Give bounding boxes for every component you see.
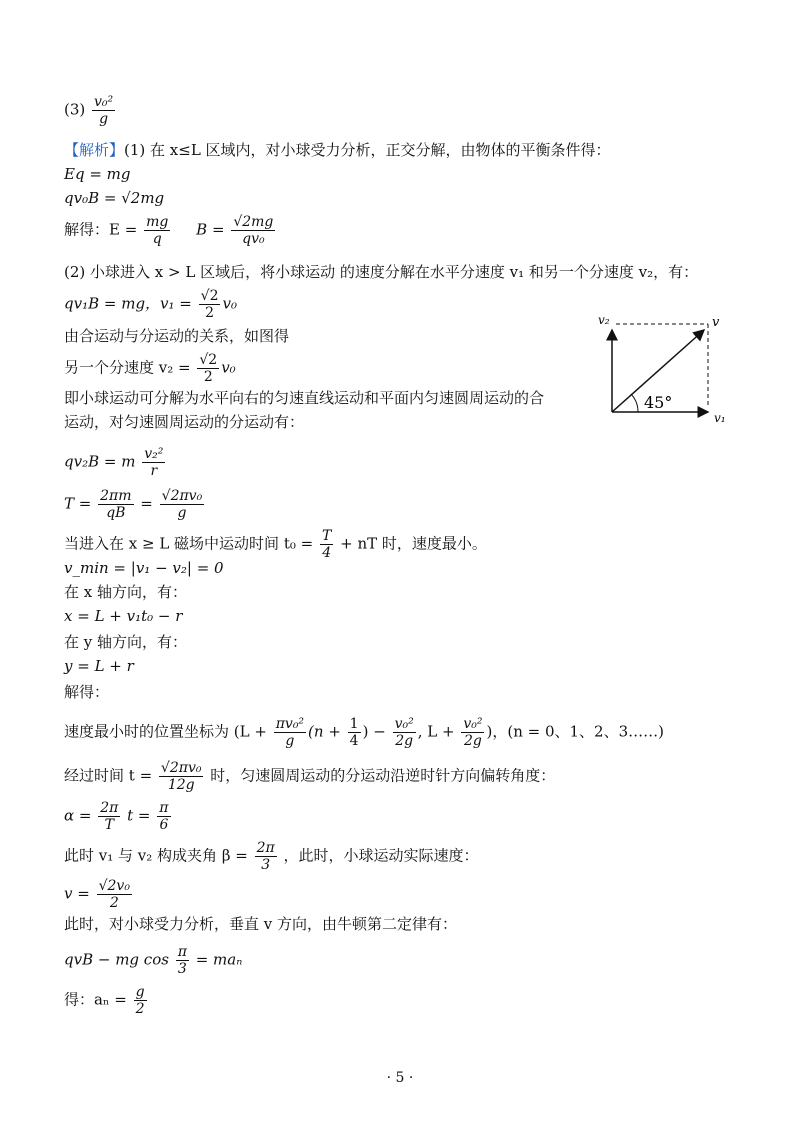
eq-line	[64, 944, 242, 977]
denominator: T	[104, 817, 114, 833]
numerator: √2v₀	[98, 878, 130, 894]
equation: t =	[127, 806, 151, 825]
equation: qv₂B = m	[64, 452, 136, 471]
text: 解得：E =	[64, 220, 138, 239]
text: (2) 小球进入 x > L 区域后，将小球运动 的速度分解在水平分速度 v₁ 和另一个分速度 v₂，有：	[64, 263, 699, 281]
text: 在 x 轴方向，有：	[64, 583, 187, 601]
text: (n +	[308, 722, 346, 741]
symbol: =	[140, 494, 153, 513]
symbol: v₀	[221, 358, 236, 377]
numerator: √2πv₀	[161, 488, 203, 504]
text-line	[64, 582, 187, 602]
eq-line	[64, 878, 134, 911]
fraction	[255, 840, 277, 873]
text: 即小球运动可分解为水平向右的匀速直线运动和平面内匀速圆周运动的合	[64, 389, 545, 407]
numerator: g	[135, 984, 145, 1000]
v1-label: v₁	[714, 411, 726, 425]
coord-line	[64, 716, 664, 749]
numerator: 1	[349, 716, 359, 732]
denominator: 6	[159, 817, 169, 833]
denominator: 3	[261, 857, 271, 873]
analysis-text: (1) 在 x≤L 区域内，对小球受力分析，正交分解，由物体的平衡条件得：	[124, 141, 611, 159]
numerator: π	[177, 944, 187, 960]
page-number: · 5 ·	[386, 1070, 414, 1086]
text: + nT 时，速度最小。	[340, 534, 487, 553]
text: 速度最小时的位置坐标为 (L +	[64, 722, 267, 741]
denominator: 2	[135, 1001, 145, 1017]
eq-line	[64, 188, 164, 208]
eq-line	[64, 288, 237, 321]
text: 此时 v₁ 与 v₂ 构成夹角 β =	[64, 846, 248, 865]
text: B =	[196, 220, 225, 239]
text: 时，匀速圆周运动的分运动沿逆时针方向偏转角度：	[210, 766, 556, 785]
eq-line	[64, 606, 182, 626]
text-line	[64, 840, 479, 873]
text-line	[64, 412, 304, 432]
text: 在 y 轴方向，有：	[64, 633, 188, 651]
denominator: 2g	[463, 733, 482, 749]
numerator: T	[322, 528, 332, 544]
text: 由合运动与分运动的关系，如图得	[64, 327, 290, 345]
denominator: r	[150, 463, 158, 479]
fraction	[348, 716, 361, 749]
velocity-decomposition-diagram	[590, 312, 740, 432]
angle-label: 45°	[644, 393, 673, 412]
fraction	[97, 878, 132, 911]
numerator: mg	[146, 214, 169, 230]
fraction	[199, 288, 221, 321]
denominator: g	[285, 733, 295, 749]
text: 此时，对小球受力分析，垂直 v 方向，由牛顿第二定律有：	[64, 915, 458, 933]
text-line	[64, 682, 109, 702]
numerator: v₀²	[394, 716, 414, 732]
equation: y = L + r	[64, 657, 134, 675]
numerator: 2π	[256, 840, 275, 856]
denominator: 12g	[167, 777, 195, 793]
eq-line	[64, 352, 236, 385]
equation: x = L + v₁t₀ − r	[64, 607, 183, 625]
eq-line	[64, 488, 206, 521]
equation: T =	[64, 494, 92, 513]
text: 经过时间 t =	[64, 766, 153, 785]
fraction	[461, 716, 484, 749]
answer-3-label: (3)	[64, 100, 91, 119]
equation: α =	[64, 806, 92, 825]
text: 得：aₙ =	[64, 990, 127, 1009]
analysis-line	[64, 140, 611, 160]
text: ) −	[362, 722, 386, 741]
eq-line	[64, 984, 149, 1017]
numerator: πv₀²	[275, 716, 305, 732]
eq-line	[64, 656, 134, 676]
angle-arc	[631, 394, 638, 412]
equation: = maₙ	[195, 950, 243, 969]
symbol: v₀	[222, 294, 237, 313]
fraction	[231, 214, 275, 247]
equation: v =	[64, 884, 90, 903]
text: 运动，对匀速圆周运动的分运动有：	[64, 413, 305, 431]
numerator: √2πv₀	[160, 760, 202, 776]
numerator: π	[159, 800, 169, 816]
denominator: 2	[203, 369, 213, 385]
text-line	[64, 528, 487, 561]
solution-line	[64, 214, 277, 247]
denominator: q	[152, 231, 162, 247]
paragraph	[64, 262, 698, 282]
text-line	[64, 914, 457, 934]
v-label: v	[712, 315, 720, 330]
text-line	[64, 326, 289, 346]
numerator: v₂²	[144, 446, 164, 462]
denominator: g	[177, 505, 187, 521]
denominator: 3	[177, 961, 187, 977]
denominator: 2g	[395, 733, 414, 749]
equation: qvB − mg cos	[64, 950, 169, 969]
fraction	[320, 528, 333, 561]
denominator: qv₀	[242, 231, 265, 247]
fraction	[144, 214, 170, 247]
eq-line	[64, 446, 167, 479]
numerator: v₀²	[94, 94, 114, 110]
numerator: 2π	[100, 800, 119, 816]
eq-line	[64, 558, 224, 578]
fraction	[92, 94, 115, 127]
eq-line	[64, 164, 130, 184]
numerator: v₀²	[463, 716, 483, 732]
numerator: 2πm	[100, 488, 132, 504]
fraction	[142, 446, 165, 479]
fraction	[98, 488, 133, 521]
denominator: qB	[106, 505, 126, 521]
v2-label: v₂	[598, 313, 610, 327]
fraction	[197, 352, 219, 385]
equation: v_min = |v₁ − v₂| = 0	[64, 559, 224, 577]
answer-3	[64, 94, 117, 127]
text: )，(n = 0、1、2、3……)	[486, 722, 664, 741]
fraction	[157, 800, 170, 833]
fraction	[393, 716, 416, 749]
denominator: 4	[322, 545, 332, 561]
equation: Eq = mg	[64, 165, 131, 183]
numerator: √2	[199, 352, 218, 368]
text-line	[64, 632, 187, 652]
fraction	[159, 760, 204, 793]
analysis-tag: 【解析】	[64, 141, 125, 159]
text: ，此时，小球运动实际速度：	[283, 846, 479, 865]
fraction	[274, 716, 306, 749]
denominator: 4	[349, 733, 359, 749]
equation: qv₀B = √2mg	[64, 189, 165, 207]
denominator: 2	[205, 305, 215, 321]
denominator: g	[99, 111, 109, 127]
fraction	[134, 984, 147, 1017]
denominator: 2	[109, 895, 119, 911]
text: 当进入在 x ≥ L 磁场中运动时间 t₀ =	[64, 534, 314, 553]
numerator: √2	[200, 288, 219, 304]
fraction	[98, 800, 120, 833]
eq-line	[64, 800, 173, 833]
text: 解得：	[64, 683, 110, 701]
numerator: √2mg	[233, 214, 274, 230]
text: 另一个分速度 v₂ =	[64, 358, 191, 377]
fraction	[160, 488, 205, 521]
text-line	[64, 388, 544, 408]
text: , L +	[417, 722, 455, 741]
equation: qv₁B = mg，v₁ =	[64, 294, 192, 313]
text-line	[64, 760, 555, 793]
fraction	[176, 944, 189, 977]
